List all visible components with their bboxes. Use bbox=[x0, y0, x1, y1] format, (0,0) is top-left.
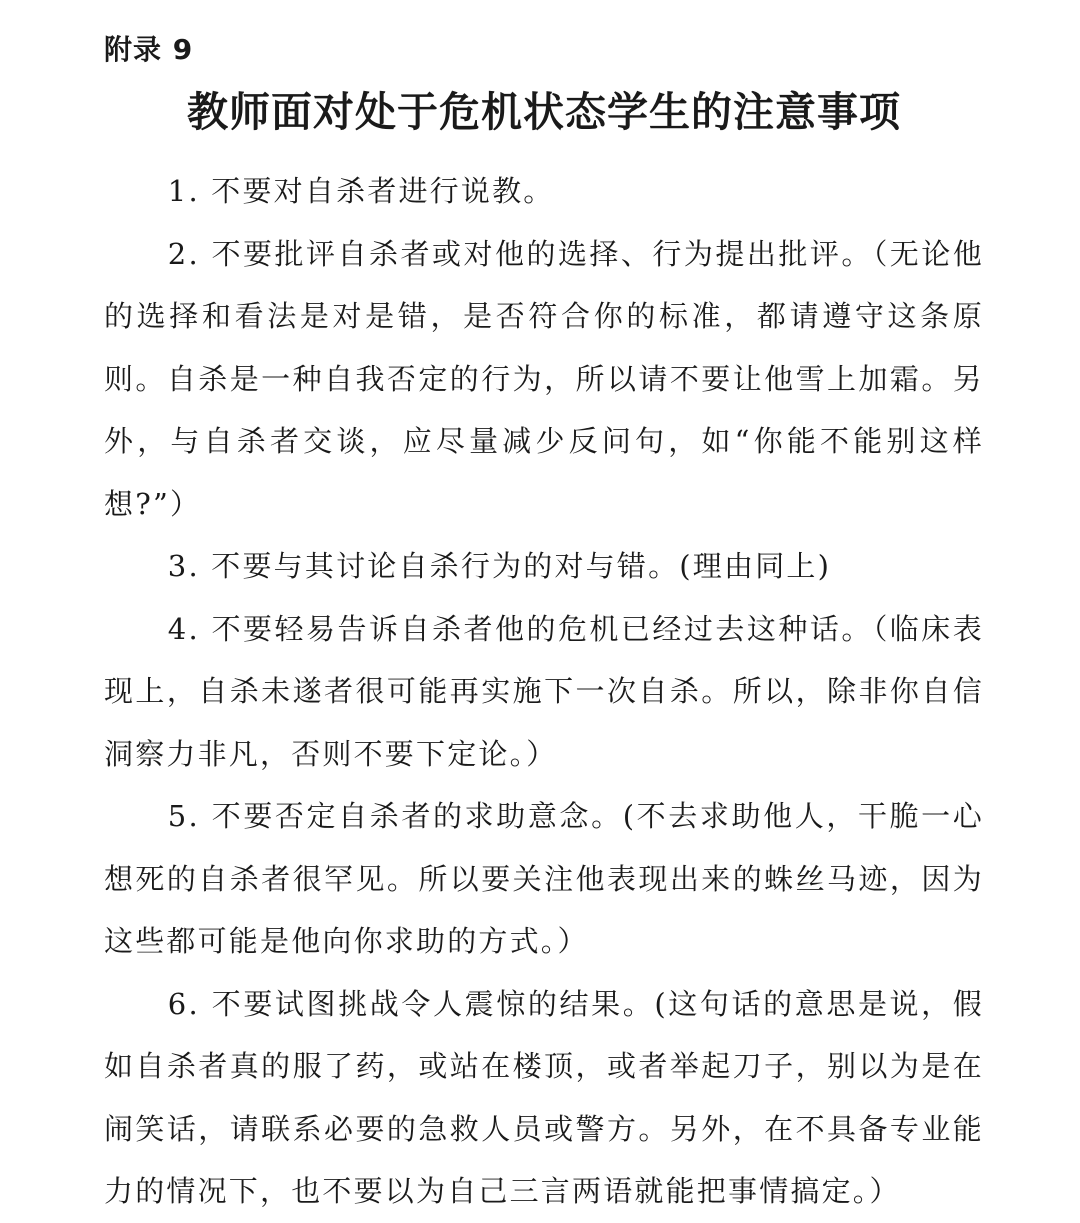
guideline-item-3: 3. 不要与其讨论自杀行为的对与错。(理由同上) bbox=[167, 549, 832, 583]
guideline-item-5: 5. 不要否定自杀者的求助意念。(不去求助他人，干脆一心想死的自杀者很罕见。所以要关注他表现出来的蛛丝马迹，因为这些都可能是他向你求助的方式。） bbox=[104, 799, 984, 958]
document-title: 教师面对处于危机状态学生的注意事项 bbox=[187, 88, 901, 136]
guideline-item-6: 6. 不要试图挑战令人震惊的结果。(这句话的意思是说，假如自杀者真的服了药，或站在楼顶，或者举起刀子，别以为是在闹笑话，请联系必要的急救人员或警方。另外，在不具备专业能力的情况下，也不要以为自己三言两语就能把事情搞定。） bbox=[104, 986, 984, 1208]
guideline-item-1: 1. 不要对自杀者进行说教。 bbox=[167, 174, 555, 208]
appendix-label: 附录 9 bbox=[104, 33, 194, 66]
guideline-item-2: 2. 不要批评自杀者或对他的选择、行为提出批评。（无论他的选择和看法是对是错，是否符合你的标准，都请遵守这条原则。自杀是一种自我否定的行为，所以请不要让他雪上加霜。另外，与自杀者交谈，应尽量减少反问句，如“你能不能别这样想?”） bbox=[104, 236, 984, 521]
guideline-item-4: 4. 不要轻易告诉自杀者他的危机已经过去这种话。（临床表现上，自杀未遂者很可能再实施下一次自杀。所以，除非你自信洞察力非凡，否则不要下定论。） bbox=[104, 611, 984, 771]
guideline-list bbox=[104, 160, 984, 1223]
